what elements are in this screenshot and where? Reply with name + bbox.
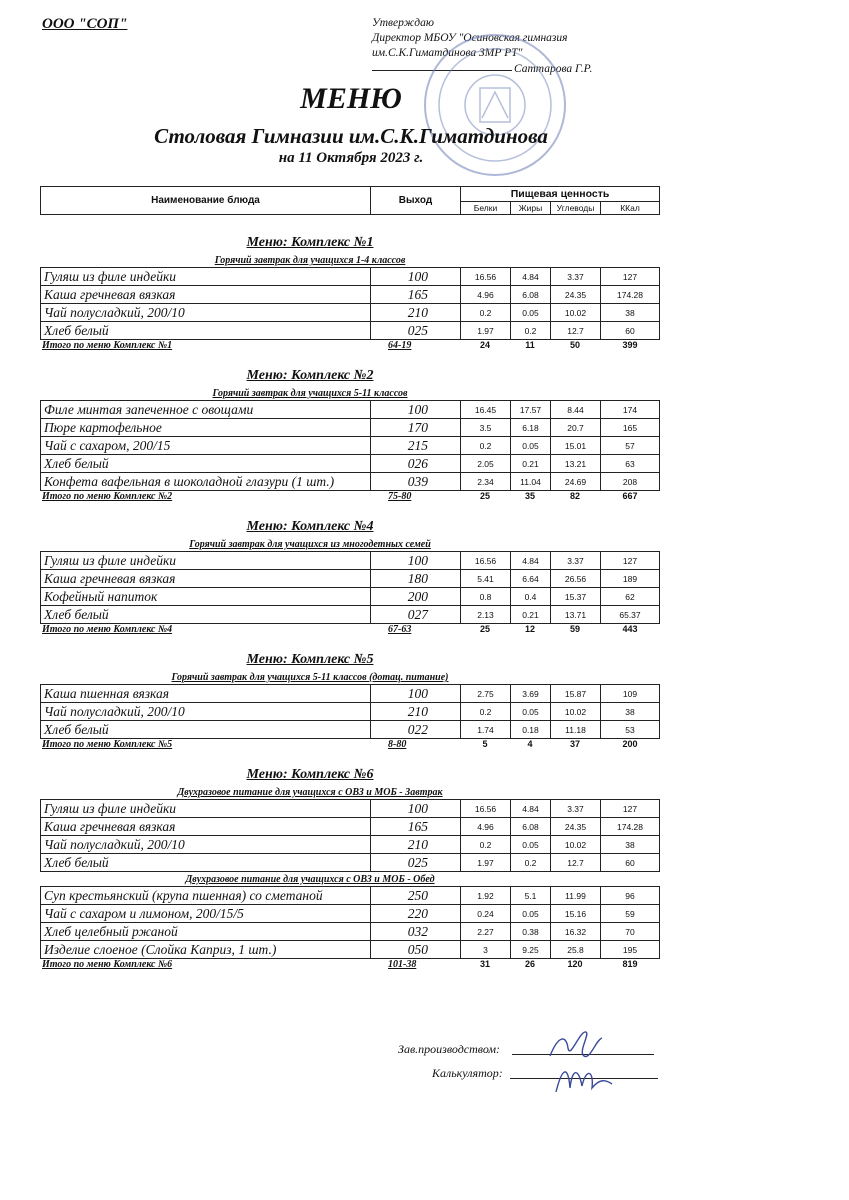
total-output: 101-38 (388, 959, 417, 970)
dish-kcal: 127 (622, 803, 638, 814)
dish-kcal: 65.37 (619, 609, 641, 620)
dish-output: 027 (371, 606, 461, 623)
dish-kcal: 174.28 (617, 821, 643, 832)
approval-line-1: Утверждаю (372, 17, 434, 29)
dish-carbs: 10.02 (551, 304, 601, 321)
dish-fats: 4.84 (511, 268, 551, 285)
section-title: Горячий завтрак для учащихся из многодетных семей (189, 539, 431, 550)
header-dish-name: Наименование блюда (41, 187, 371, 214)
dish-proteins: 1.97 (461, 854, 511, 871)
dish-kcal: 63 (625, 458, 635, 469)
table-row (40, 286, 660, 304)
table-row (40, 703, 660, 721)
dish-fats: 0.05 (511, 304, 551, 321)
dish-proteins: 4.96 (461, 286, 511, 303)
dish-name: Хлеб белый (41, 322, 371, 339)
dish-fats: 0.4 (511, 588, 551, 605)
dish-output: 220 (371, 905, 461, 922)
dish-name: Каша гречневая вязкая (41, 818, 371, 835)
dish-name: Чай полусладкий, 200/10 (41, 703, 371, 720)
dish-kcal: 109 (622, 688, 638, 699)
dish-output: 210 (371, 836, 461, 853)
dish-proteins: 0.8 (461, 588, 511, 605)
total-output: 8-80 (388, 739, 407, 750)
complex-title: Меню: Комплекс №1 (246, 235, 374, 250)
dish-proteins: 5.41 (461, 570, 511, 587)
total-carbs: 50 (569, 340, 580, 350)
table-row (40, 551, 660, 570)
total-fats: 4 (527, 739, 533, 749)
calculator-signature-icon (548, 1058, 618, 1100)
dish-proteins: 0.24 (461, 905, 511, 922)
dish-output: 180 (371, 570, 461, 587)
dish-output: 100 (371, 268, 461, 285)
total-label: Итого по меню Комплекс №4 (42, 624, 173, 635)
menu-title: МЕНЮ (300, 82, 402, 115)
total-carbs: 120 (567, 959, 583, 969)
table-row (40, 473, 660, 491)
dish-name: Каша пшенная вязкая (41, 685, 371, 702)
dish-fats: 6.08 (511, 818, 551, 835)
dish-name: Филе минтая запеченное с овощами (41, 401, 371, 418)
total-proteins: 5 (482, 739, 488, 749)
dish-name: Пюре картофельное (41, 419, 371, 436)
dish-name: Чай с сахаром, 200/15 (41, 437, 371, 454)
dish-name: Каша гречневая вязкая (41, 286, 371, 303)
total-fats: 26 (524, 959, 535, 969)
total-row (40, 739, 660, 753)
dish-name: Хлеб целебный ржаной (41, 923, 371, 940)
approval-line-3: им.С.К.Гиматдинова ЗМР РТ" (372, 47, 523, 59)
header-carbs: Углеводы (551, 202, 601, 214)
total-kcal: 200 (622, 739, 638, 749)
dish-output: 100 (371, 800, 461, 817)
dish-carbs: 10.02 (551, 836, 601, 853)
dish-fats: 0.05 (511, 905, 551, 922)
total-kcal: 667 (622, 491, 638, 501)
dish-fats: 9.25 (511, 941, 551, 958)
table-row (40, 923, 660, 941)
dish-proteins: 2.34 (461, 473, 511, 490)
dish-fats: 0.05 (511, 703, 551, 720)
dish-fats: 0.18 (511, 721, 551, 738)
dish-output: 215 (371, 437, 461, 454)
complex-title: Меню: Комплекс №4 (246, 519, 374, 534)
total-row (40, 624, 660, 638)
table-row (40, 267, 660, 286)
dish-fats: 0.05 (511, 836, 551, 853)
total-kcal: 399 (622, 340, 638, 350)
dish-carbs: 15.37 (551, 588, 601, 605)
dish-kcal: 127 (622, 271, 638, 282)
dish-carbs: 15.01 (551, 437, 601, 454)
dish-output: 210 (371, 703, 461, 720)
total-fats: 35 (524, 491, 535, 501)
dish-kcal: 189 (622, 573, 638, 584)
dish-proteins: 16.56 (461, 800, 511, 817)
dish-output: 100 (371, 552, 461, 569)
dish-carbs: 24.35 (551, 818, 601, 835)
table-row (40, 400, 660, 419)
dish-proteins: 0.2 (461, 304, 511, 321)
menu-date: на 11 Октября 2023 г. (278, 150, 424, 166)
section-title: Горячий завтрак для учащихся 1-4 классов (214, 255, 406, 266)
dish-name: Гуляш из филе индейки (41, 268, 371, 285)
total-row (40, 340, 660, 354)
dish-proteins: 2.13 (461, 606, 511, 623)
section-title: Горячий завтрак для учащихся 5-11 классов (дотац. питание) (171, 672, 449, 683)
table-row (40, 322, 660, 340)
dish-proteins: 2.75 (461, 685, 511, 702)
total-output: 75-80 (388, 491, 412, 502)
dish-output: 170 (371, 419, 461, 436)
table-row (40, 818, 660, 836)
dish-carbs: 24.69 (551, 473, 601, 490)
table-row (40, 437, 660, 455)
dish-name: Хлеб белый (41, 721, 371, 738)
dish-kcal: 59 (625, 908, 635, 919)
dish-carbs: 13.71 (551, 606, 601, 623)
dish-carbs: 15.16 (551, 905, 601, 922)
header-nutrition (461, 187, 659, 214)
table-row (40, 941, 660, 959)
dish-output: 200 (371, 588, 461, 605)
header-proteins: Белки (461, 202, 511, 214)
complex-title: Меню: Комплекс №5 (246, 652, 374, 667)
dish-name: Хлеб белый (41, 606, 371, 623)
dish-fats: 0.21 (511, 455, 551, 472)
dish-carbs: 3.37 (551, 552, 601, 569)
table-row (40, 419, 660, 437)
dish-name: Суп крестьянский (крупа пшенная) со сметаной (41, 887, 371, 904)
total-proteins: 25 (479, 491, 490, 501)
dish-fats: 3.69 (511, 685, 551, 702)
dish-name: Гуляш из филе индейки (41, 552, 371, 569)
table-header (40, 186, 660, 215)
section-title: Горячий завтрак для учащихся 5-11 классов (212, 388, 408, 399)
table-row (40, 455, 660, 473)
dish-carbs: 16.32 (551, 923, 601, 940)
total-label: Итого по меню Комплекс №2 (42, 491, 173, 502)
dish-carbs: 11.18 (551, 721, 601, 738)
table-row (40, 836, 660, 854)
dish-name: Чай полусладкий, 200/10 (41, 304, 371, 321)
complex-title: Меню: Комплекс №6 (246, 767, 374, 782)
dish-fats: 6.18 (511, 419, 551, 436)
dish-output: 032 (371, 923, 461, 940)
dish-proteins: 2.05 (461, 455, 511, 472)
total-carbs: 37 (569, 739, 580, 749)
section-title: Двухразовое питание для учащихся с ОВЗ и МОБ - Обед (185, 874, 435, 885)
dish-name: Изделие слоеное (Слойка Каприз, 1 шт.) (41, 941, 371, 958)
dish-output: 165 (371, 286, 461, 303)
dish-kcal: 60 (625, 325, 635, 336)
dish-proteins: 0.2 (461, 836, 511, 853)
dish-kcal: 195 (622, 944, 638, 955)
dish-kcal: 60 (625, 857, 635, 868)
total-carbs: 59 (569, 624, 580, 634)
dish-proteins: 16.56 (461, 552, 511, 569)
dish-carbs: 13.21 (551, 455, 601, 472)
table-row (40, 905, 660, 923)
complex-title: Меню: Комплекс №2 (246, 368, 374, 383)
total-fats: 11 (525, 340, 535, 350)
dish-proteins: 0.2 (461, 437, 511, 454)
table-row (40, 886, 660, 905)
dish-output: 100 (371, 685, 461, 702)
total-proteins: 25 (479, 624, 490, 634)
dish-name: Гуляш из филе индейки (41, 800, 371, 817)
total-row (40, 491, 660, 505)
table-row (40, 570, 660, 588)
production-label: Зав.производством: (398, 1042, 501, 1056)
dish-output: 165 (371, 818, 461, 835)
total-row (40, 959, 660, 973)
dish-proteins: 16.45 (461, 401, 511, 418)
table-row (40, 721, 660, 739)
dish-output: 026 (371, 455, 461, 472)
table-row (40, 854, 660, 872)
dish-fats: 0.21 (511, 606, 551, 623)
approval-line-2: Директор МБОУ "Осиновская гимназия (372, 32, 568, 44)
dish-fats: 4.84 (511, 800, 551, 817)
dish-kcal: 70 (625, 926, 635, 937)
dish-fats: 0.38 (511, 923, 551, 940)
dish-carbs: 12.7 (551, 322, 601, 339)
dish-carbs: 15.87 (551, 685, 601, 702)
table-row (40, 684, 660, 703)
dish-output: 100 (371, 401, 461, 418)
dish-kcal: 38 (625, 307, 635, 318)
dish-proteins: 2.27 (461, 923, 511, 940)
dish-output: 210 (371, 304, 461, 321)
header-output: Выход (371, 187, 461, 214)
menu-table (40, 186, 660, 973)
dish-kcal: 174 (622, 404, 638, 415)
dish-fats: 0.05 (511, 437, 551, 454)
section-title: Двухразовое питание для учащихся с ОВЗ и МОБ - Завтрак (177, 787, 443, 798)
dish-fats: 6.08 (511, 286, 551, 303)
dish-output: 025 (371, 322, 461, 339)
total-output: 64-19 (388, 340, 412, 351)
dish-carbs: 12.7 (551, 854, 601, 871)
table-row (40, 588, 660, 606)
dish-name: Чай с сахаром и лимоном, 200/15/5 (41, 905, 371, 922)
header-nutrition-cols (461, 202, 659, 214)
organization-name: ООО "СОП" (42, 16, 128, 32)
table-row (40, 799, 660, 818)
dish-name: Хлеб белый (41, 455, 371, 472)
dish-kcal: 127 (622, 555, 638, 566)
dish-carbs: 11.99 (551, 887, 601, 904)
dish-carbs: 3.37 (551, 268, 601, 285)
dish-fats: 17.57 (511, 401, 551, 418)
dish-kcal: 62 (625, 591, 635, 602)
table-row (40, 304, 660, 322)
dish-fats: 0.2 (511, 854, 551, 871)
dish-proteins: 16.56 (461, 268, 511, 285)
dish-output: 050 (371, 941, 461, 958)
total-kcal: 819 (622, 959, 638, 969)
complexes-container (40, 235, 660, 973)
approver-name: Саттарова Г.Р. (514, 63, 593, 75)
total-label: Итого по меню Комплекс №6 (42, 959, 173, 970)
dish-proteins: 3.5 (461, 419, 511, 436)
calculator-label: Калькулятор: (432, 1066, 503, 1080)
dish-carbs: 20.7 (551, 419, 601, 436)
dish-fats: 0.2 (511, 322, 551, 339)
dish-kcal: 174.28 (617, 289, 643, 300)
dish-kcal: 96 (625, 890, 635, 901)
header-fats: Жиры (511, 202, 551, 214)
dish-carbs: 3.37 (551, 800, 601, 817)
dish-fats: 6.64 (511, 570, 551, 587)
dish-fats: 4.84 (511, 552, 551, 569)
header-nutrition-title: Пищевая ценность (461, 187, 659, 202)
dish-name: Кофейный напиток (41, 588, 371, 605)
dish-kcal: 53 (625, 724, 635, 735)
total-proteins: 24 (479, 340, 490, 350)
dish-kcal: 38 (625, 706, 635, 717)
dish-kcal: 208 (622, 476, 638, 487)
total-fats: 12 (524, 624, 535, 634)
total-kcal: 443 (622, 624, 638, 634)
dish-name: Каша гречневая вязкая (41, 570, 371, 587)
dish-carbs: 25.8 (551, 941, 601, 958)
header-kcal: ККал (620, 203, 640, 213)
total-label: Итого по меню Комплекс №1 (42, 340, 173, 351)
dish-proteins: 4.96 (461, 818, 511, 835)
total-carbs: 82 (569, 491, 580, 501)
dish-name: Чай полусладкий, 200/10 (41, 836, 371, 853)
dish-carbs: 8.44 (551, 401, 601, 418)
dish-kcal: 38 (625, 839, 635, 850)
total-proteins: 31 (479, 959, 490, 969)
dish-output: 022 (371, 721, 461, 738)
total-label: Итого по меню Комплекс №5 (42, 739, 173, 750)
table-row (40, 606, 660, 624)
dish-fats: 11.04 (511, 473, 551, 490)
dish-kcal: 165 (622, 422, 638, 433)
dish-carbs: 24.35 (551, 286, 601, 303)
dish-proteins: 3 (461, 941, 511, 958)
dish-proteins: 1.97 (461, 322, 511, 339)
dish-output: 025 (371, 854, 461, 871)
total-output: 67-63 (388, 624, 412, 635)
dish-proteins: 0.2 (461, 703, 511, 720)
dish-name: Конфета вафельная в шоколадной глазури (1 шт.) (41, 473, 371, 490)
dish-fats: 5.1 (511, 887, 551, 904)
dish-output: 039 (371, 473, 461, 490)
canteen-name: Столовая Гимназии им.С.К.Гиматдинова (154, 124, 548, 148)
dish-proteins: 1.74 (461, 721, 511, 738)
dish-carbs: 26.56 (551, 570, 601, 587)
dish-name: Хлеб белый (41, 854, 371, 871)
dish-proteins: 1.92 (461, 887, 511, 904)
dish-kcal: 57 (625, 440, 635, 451)
dish-output: 250 (371, 887, 461, 904)
dish-carbs: 10.02 (551, 703, 601, 720)
